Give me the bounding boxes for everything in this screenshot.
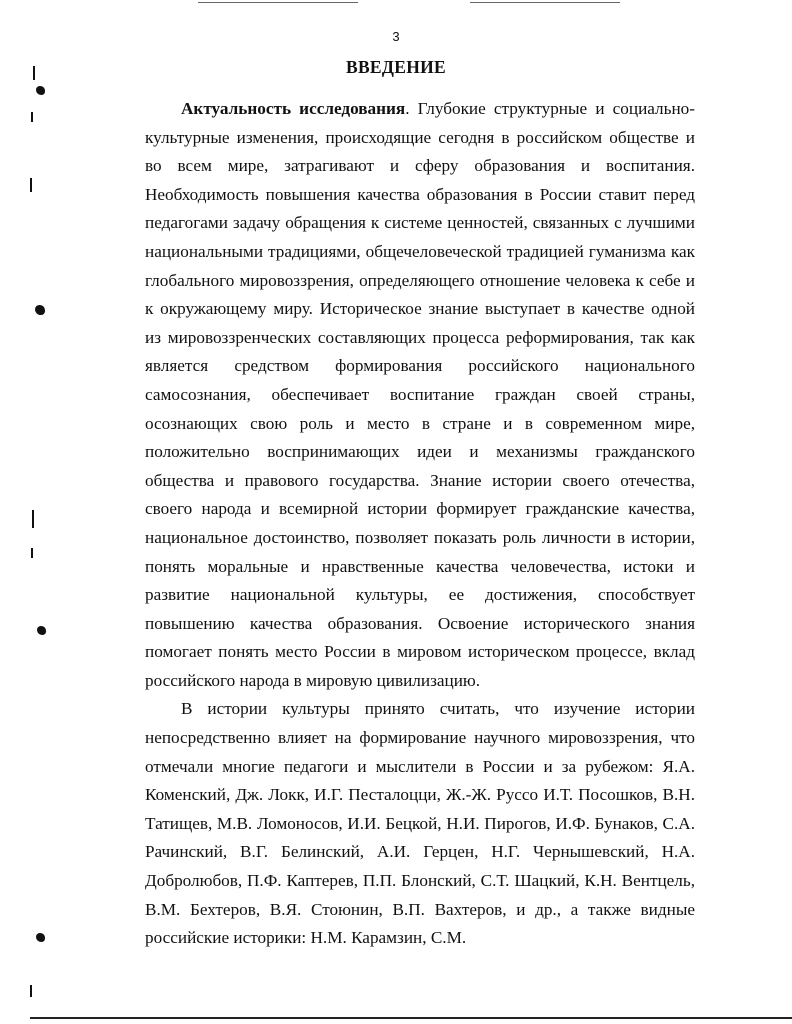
binder-hole-mark [36, 933, 45, 942]
binder-hole-mark [37, 626, 46, 635]
scan-margin-tick [30, 985, 32, 997]
scan-margin-tick [32, 510, 34, 528]
scan-bottom-edge [30, 1017, 792, 1019]
paragraph-relevance [145, 95, 695, 695]
scan-margin-tick [31, 548, 33, 558]
scan-top-rule-right [470, 2, 620, 3]
scan-top-rule-left [198, 2, 358, 3]
page-number: 3 [392, 29, 400, 44]
body-text [145, 95, 695, 953]
scan-margin-tick [33, 66, 35, 80]
paragraph-lead: Актуальность исследования [181, 99, 406, 118]
binder-hole-mark [35, 305, 45, 315]
paragraph-history: В истории культуры принято считать, что изучение истории непосредственно влияет на формирование научного мировоззрения, что отмечали многие педагоги и мыслители в России и за рубежом: Я.А. Коменский, Дж. Локк, И.Г. Песталоцци, Ж.-Ж. Руссо И.Т. Посошков, В.Н. Татищев, М.В. Ломоносов, И.И. Бецкой, Н.И. Пирогов, И.Ф. Бунаков, С.А. Рачинский, В.Г. Белинский, А.И. Герцен, Н.Г. Чернышевский, Н.А. Добролюбов, П.Ф. Каптерев, П.П. Блонский, С.Т. Шацкий, К.Н. Вентцель, В.М. Бехтеров, В.Я. Стоюнин, В.П. Вахтеров, и др., а также видные российские историки: Н.М. Карамзин, С.М. [145, 699, 695, 948]
scan-margin-tick [31, 112, 33, 122]
paragraph-text: . Глубокие структурные и социально-культурные изменения, происходящие сегодня в российском обществе и во всем мире, затрагивают и сферу образования и воспитания. Необходимость повышения качества образования в России ставит перед педагогами задачу обращения к системе ценностей, связанных с лучшими национальными традициями, общечеловеческой традицией гуманизма как глобального мировоззрения, определяющего отношение человека к себе и к окружающему миру. Историческое знание выступает в качестве одной из мировоззренческих составляющих процесса реформирования, так как является средством формирования российского национального самосознания, обеспечивает воспитание граждан своей страны, осознающих свою роль и место в стране и в современном мире, положительно воспринимающих идеи и механизмы гражданского общества и правового государства. Знание истории своего отечества, своего народа и всемирной истории формирует гражданские качества, национальное достоинство, позволяет показать роль личности в истории, понять моральные и нравственные качества человечества, истоки и развитие национальной культуры, ее достижения, способствует повышению качества образования. Освоение исторического знания помогает понять место России в мировом историческом процессе, вклад российского народа в мировую цивилизацию. [145, 99, 695, 690]
section-title: ВВЕДЕНИЕ [345, 57, 447, 77]
binder-hole-mark [36, 86, 45, 95]
scan-margin-tick [30, 178, 32, 192]
